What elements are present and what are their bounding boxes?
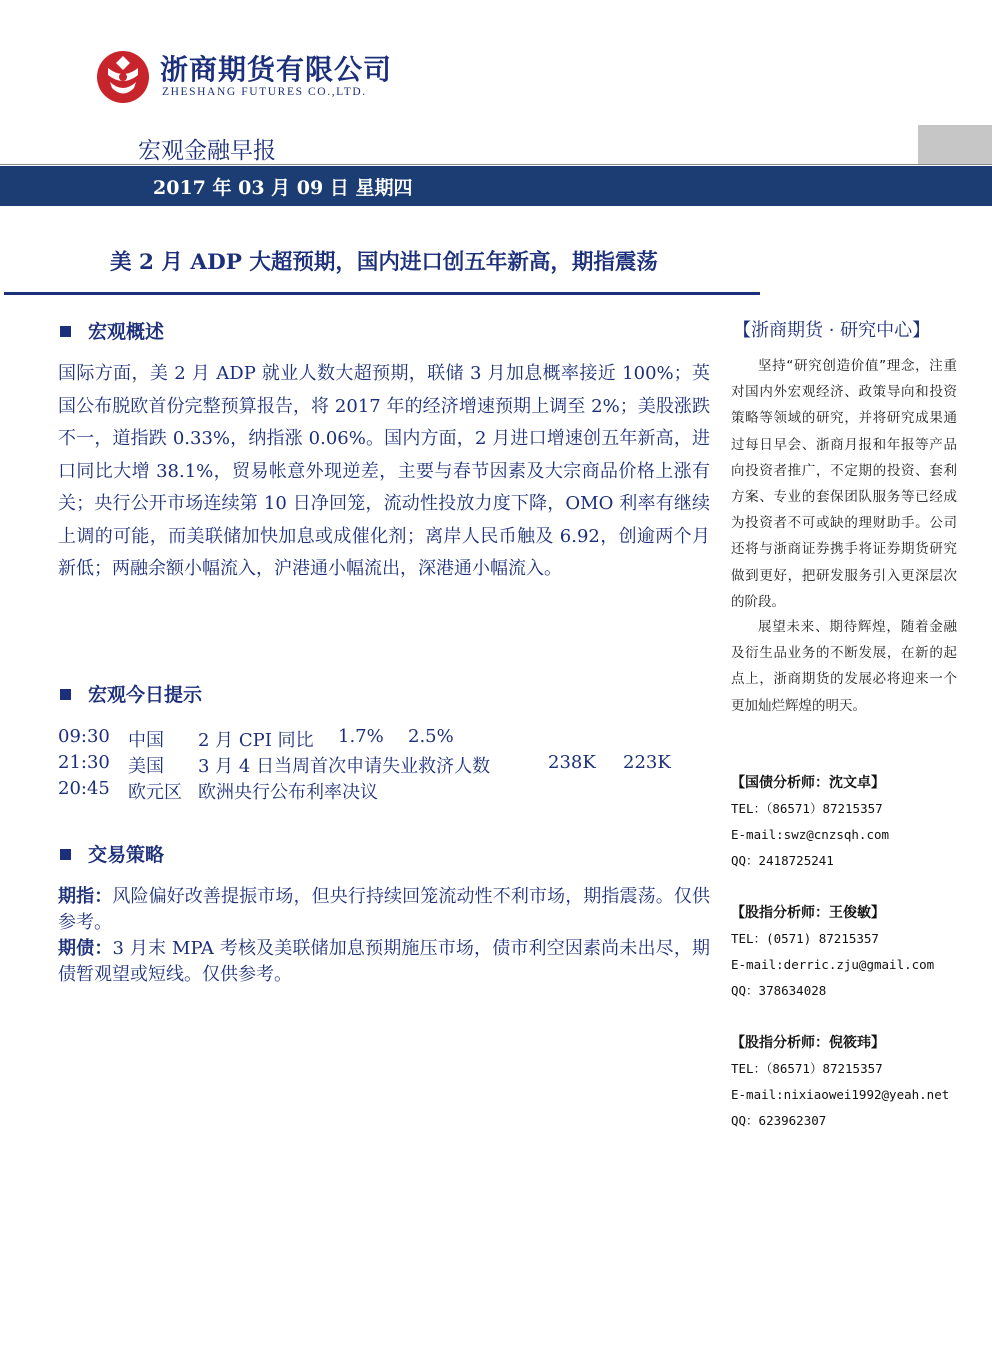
calendar-prior: 1.7% xyxy=(338,726,384,747)
report-date: 2017 年 03 月 09 日 星期四 xyxy=(153,177,413,199)
calendar-time: 20:45 xyxy=(58,778,110,799)
square-bullet-icon xyxy=(60,689,71,700)
analyst-qq: QQ：378634028 xyxy=(731,983,827,998)
section-title: 宏观今日提示 xyxy=(88,684,203,706)
analyst-tel: TEL：（86571）87215357 xyxy=(731,1061,883,1076)
company-logo xyxy=(96,44,393,106)
analyst-card xyxy=(731,1030,971,1134)
analyst-tel: TEL：（86571）87215357 xyxy=(731,801,883,816)
company-name-en: ZHESHANG FUTURES CO.,LTD. xyxy=(162,86,367,98)
analyst-card xyxy=(731,770,971,874)
title-rule xyxy=(4,292,760,295)
analyst-qq: QQ：623962307 xyxy=(731,1113,827,1128)
strategy-label: 期指： xyxy=(58,886,113,907)
calendar-time: 21:30 xyxy=(58,752,110,773)
sidebar-outlook-paragraph: 展望未来、期待辉煌，随着金融及衍生品业务的不断发展，在新的起点上，浙商期货的发展必将迎来一个更加灿烂辉煌的明天。 xyxy=(731,619,957,714)
analyst-email[interactable]: E-mail:nixiaowei1992@yeah.net xyxy=(731,1087,950,1102)
section-heading-strategy xyxy=(60,840,164,867)
calendar-region: 中国 xyxy=(128,730,164,751)
company-name-cn: 浙商期货有限公司 xyxy=(160,53,393,86)
section-title: 交易策略 xyxy=(88,844,165,866)
calendar-prior: 238K xyxy=(548,752,596,773)
strategy-label: 期债： xyxy=(58,938,113,959)
analyst-tel: TEL：(0571) 87215357 xyxy=(731,931,879,946)
analyst-email[interactable]: E-mail:derric.zju@gmail.com xyxy=(731,957,935,972)
section-heading-overview xyxy=(60,317,164,344)
overview-paragraph: 国际方面，美 2 月 ADP 就业人数大超预期，联储 3 月加息概率接近 100%；英国公布脱欧首份完整预算报告，将 2017 年的经济增速预期上调至 2%；美股涨跌不一，道指跌 0.33%，纳指涨 0.06%。国内方面，2 月进口增速创五年新高，进口同比大增 38.1%，贸易帐意外现逆差，主要与春节因素及大宗商品价格上涨有关；央行公开市场连续第 10 日净回笼，流动性投放力度下降，OMO 利率有继续上调的可能，而美联储加快加息或成催化剂；离岸人民币触及 6.92，创逾两个月新低；两融余额小幅流入，沪港通小幅流出，深港通小幅流入。 xyxy=(58,363,710,579)
square-bullet-icon xyxy=(60,849,71,860)
calendar-forecast: 223K xyxy=(623,752,671,773)
calendar-region: 欧元区 xyxy=(128,782,182,803)
calendar-event: 3 月 4 日当周首次申请失业救济人数 xyxy=(198,756,491,777)
sidebar-intro-paragraph: 坚持“研究创造价值”理念，注重对国内外宏观经济、政策导向和投资策略等领域的研究，并将研究成果通过每日早会、浙商月报和年报等产品向投资者推广，不定期的投资、套利方案、专业的套保团队服务等已经成为投资者不可或缺的理财助手。公司还将与浙商证券携手将证券期货研究做到更好，把研发服务引入更深层次的阶段。 xyxy=(731,358,957,610)
analyst-qq: QQ：2418725241 xyxy=(731,853,834,868)
calendar-event: 欧洲央行公布利率决议 xyxy=(198,782,378,803)
calendar-time: 09:30 xyxy=(58,726,110,747)
section-title: 宏观概述 xyxy=(88,321,165,343)
calendar-region: 美国 xyxy=(128,756,164,777)
strategy-item-bond-futures xyxy=(58,936,710,988)
analyst-title: 【国债分析师：沈文卓】 xyxy=(731,775,885,791)
date-bar xyxy=(0,166,992,206)
calendar-forecast: 2.5% xyxy=(408,726,454,747)
calendar-event: 2 月 CPI 同比 xyxy=(198,730,314,751)
strategy-text: 风险偏好改善提振市场，但央行持续回笼流动性不利市场，期指震荡。仅供参考。 xyxy=(58,886,710,933)
sidebar-title: 【浙商期货 · 研究中心】 xyxy=(733,320,931,341)
header-grey-block xyxy=(918,125,992,165)
strategy-text: 3 月末 MPA 考核及美联储加息预期施压市场，债市利空因素尚未出尽，期债暂观望或短线。仅供参考。 xyxy=(58,938,710,985)
analyst-title: 【股指分析师：倪筱玮】 xyxy=(731,1035,885,1051)
report-type: 宏观金融早报 xyxy=(138,138,276,164)
square-bullet-icon xyxy=(60,326,71,337)
analyst-email[interactable]: E-mail:swz@cnzsqh.com xyxy=(731,827,890,842)
header-divider xyxy=(0,164,992,165)
zheshang-logo-icon xyxy=(96,50,150,104)
strategy-item-index-futures xyxy=(58,884,710,936)
section-heading-calendar xyxy=(60,680,202,707)
analyst-card xyxy=(731,900,971,1004)
analyst-title: 【股指分析师：王俊敏】 xyxy=(731,905,885,921)
page-title: 美 2 月 ADP 大超预期，国内进口创五年新高，期指震荡 xyxy=(110,250,658,275)
